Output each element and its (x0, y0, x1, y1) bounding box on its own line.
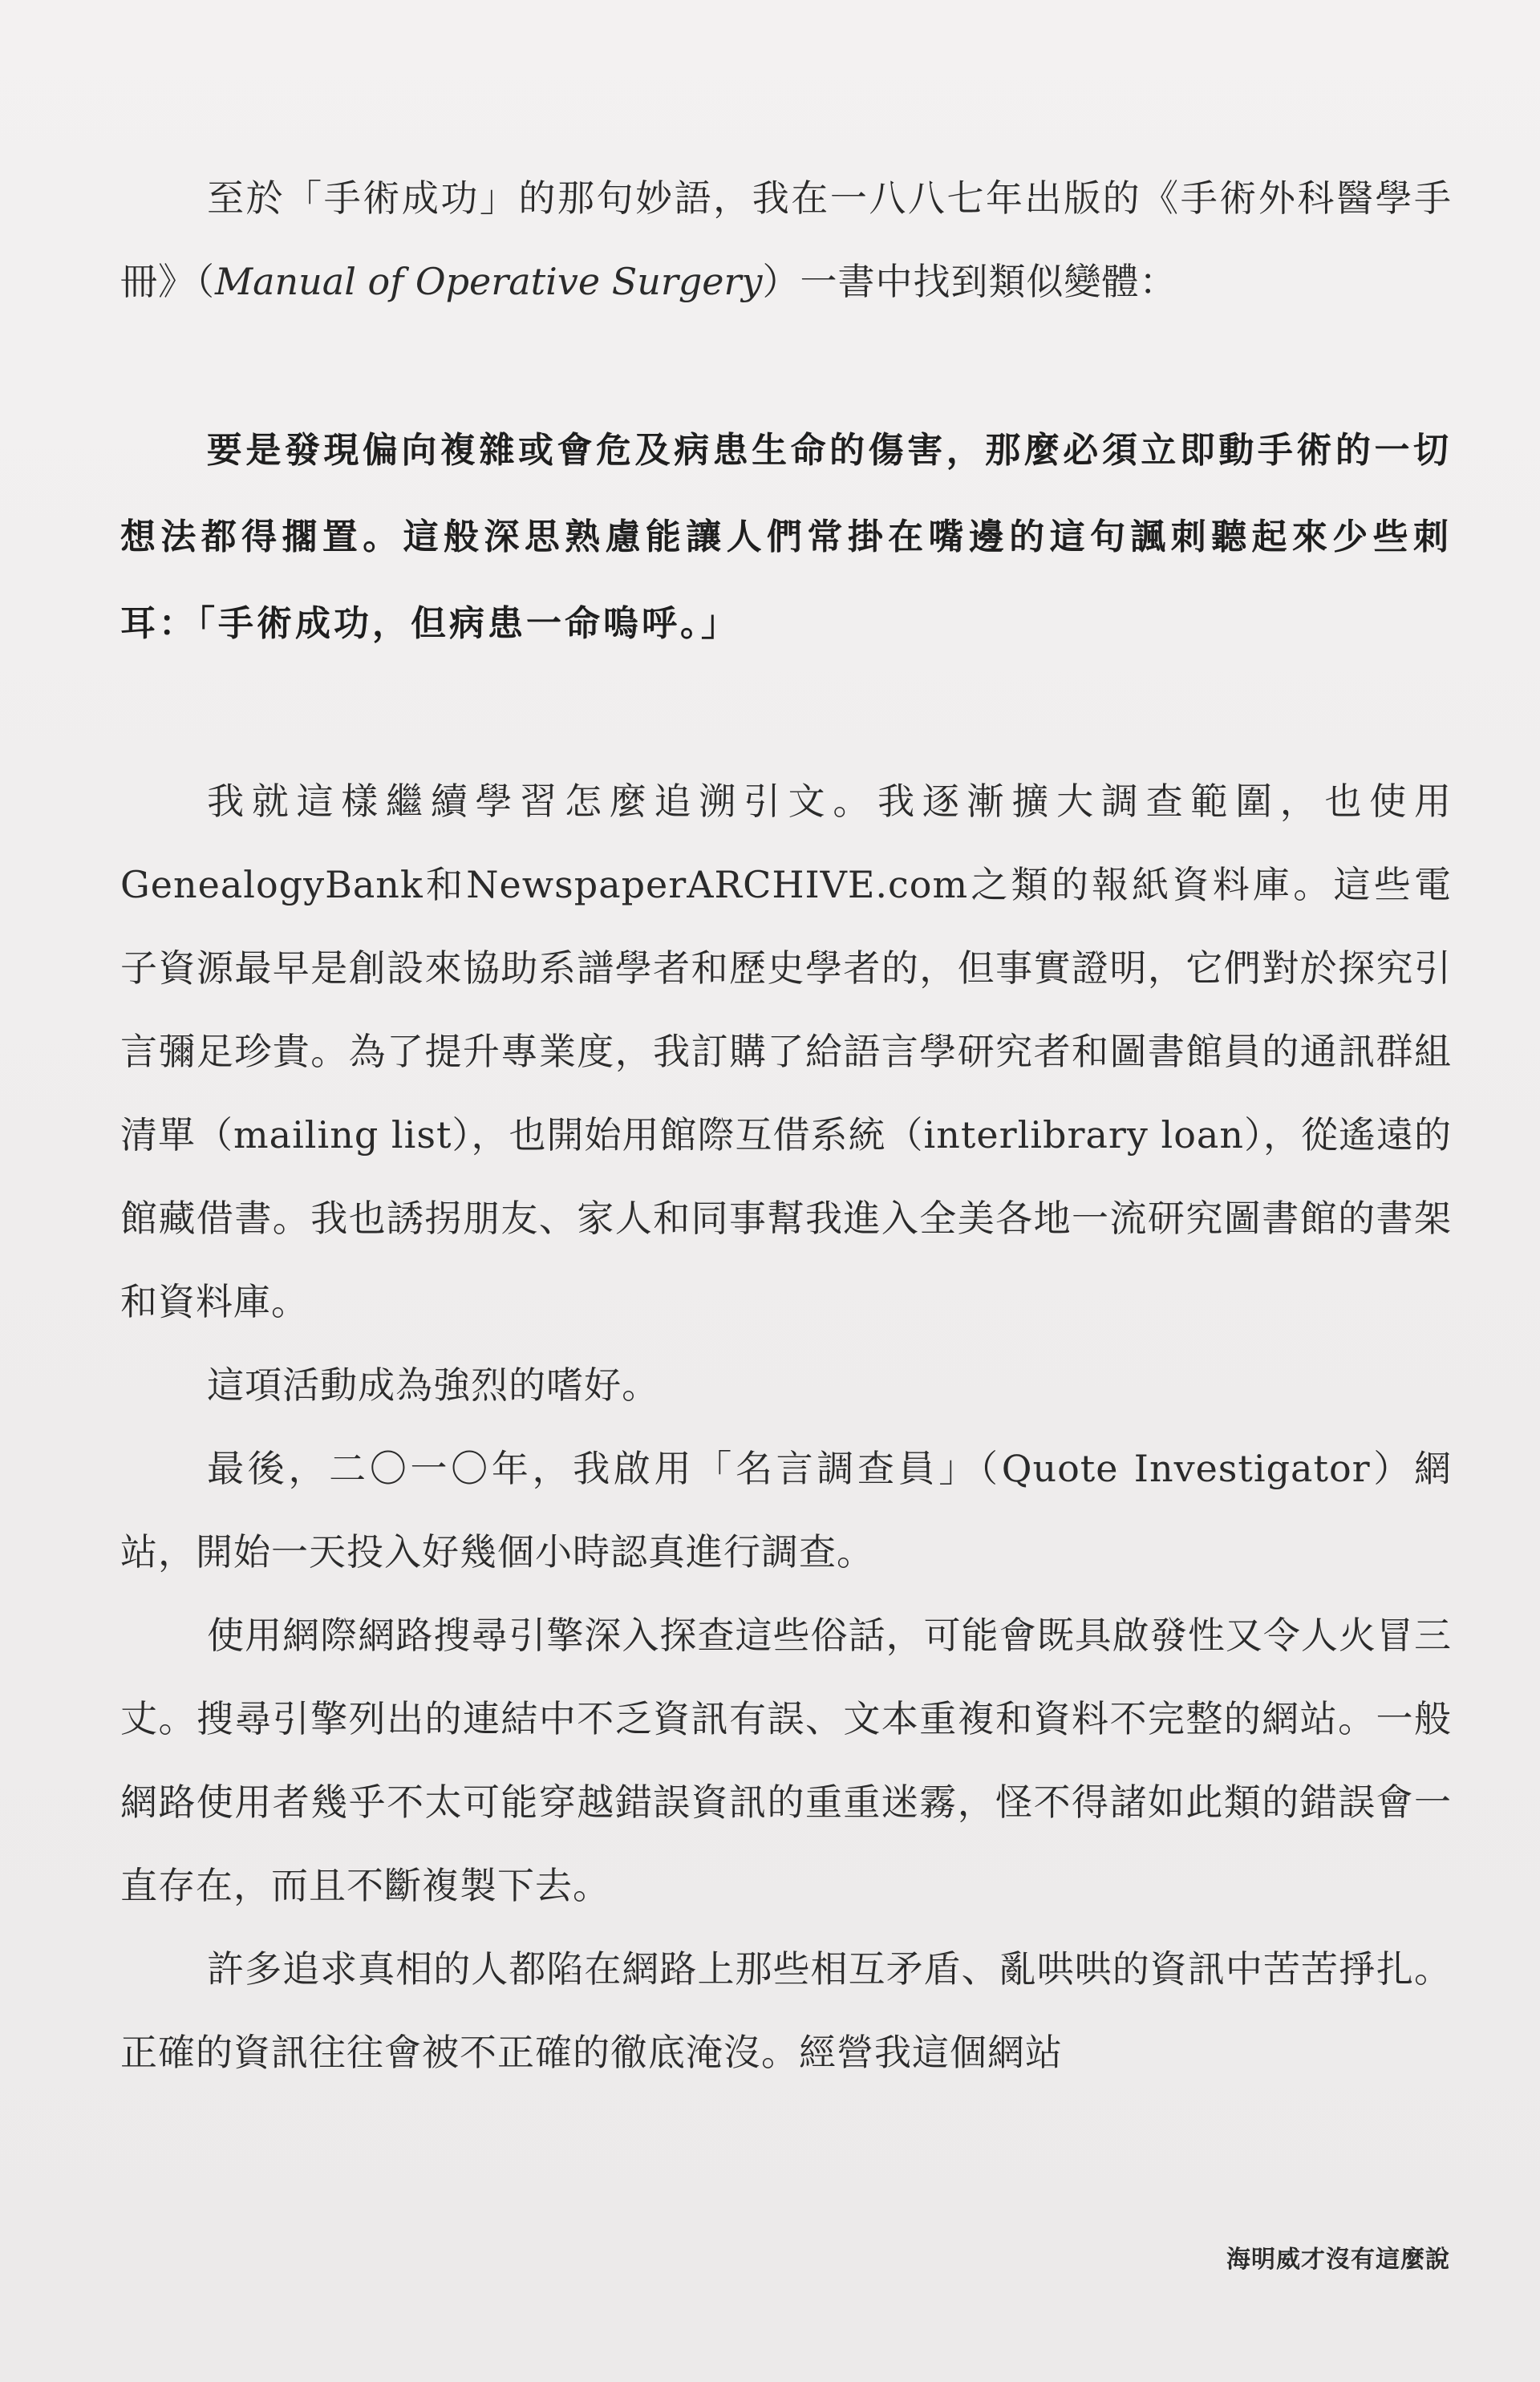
paragraph-tracing-quotes: 我就這樣繼續學習怎麼追溯引文。我逐漸擴大調查範圍，也使用GenealogyBank和NewspaperARCHIVE.com之類的報紙資料庫。這些電子資源最早是創設來協助系譜學者和歷史學者的，但事實證明，它們對於探究引言彌足珍貴。為了提升專業度，我訂購了給語言學研究者和圖書館員的通訊群組清單（mailing list），也開始用館際互借系統（interlibrary loan），從遙遠的館藏借書。我也誘拐朋友、家人和同事幫我進入全美各地一流研究圖書館的書架和資料庫。 (120, 780, 1452, 1323)
paragraph-hobby: 這項活動成為強烈的嗜好。 (207, 1363, 660, 1407)
running-footer-book-title: 海明威才沒有這麼說 (1226, 2246, 1450, 2274)
paragraph-search-engines: 使用網際網路搜尋引擎深入探查這些俗話，可能會既具啟發性又令人火冒三丈。搜尋引擎列出的連結中不乏資訊有誤、文本重複和資料不完整的網站。一般網路使用者幾乎不太可能穿越錯誤資訊的重重迷霧，怪不得諸如此類的錯誤會一直存在，而且不斷複製下去。 (120, 1614, 1452, 1907)
paragraph-surgery-quote-intro (120, 156, 1452, 323)
paragraph-1-text-before: 至於「手術成功」的那句妙語，我在一八八七年出版的《手術外科醫學手冊》（ (120, 176, 1452, 303)
paragraph-truth-seekers: 許多追求真相的人都陷在網路上那些相互矛盾、亂哄哄的資訊中苦苦掙扎。正確的資訊往往會被不正確的徹底淹沒。經營我這個網站 (120, 1947, 1452, 2074)
paragraph-1-text-after: ）一書中找到類似變體： (762, 260, 1177, 303)
paragraph-quote-investigator: 最後，二〇一〇年，我啟用「名言調查員」（Quote Investigator）網站，開始一天投入好幾個小時認真進行調查。 (120, 1447, 1452, 1574)
block-quote: 要是發現偏向複雜或會危及病患生命的傷害，那麼必須立即動手術的一切想法都得擱置。這般深思熟慮能讓人們常掛在嘴邊的這句諷刺聽起來少些刺耳：「手術成功，但病患一命嗚呼。」 (120, 430, 1452, 644)
book-title-english: Manual of Operative Surgery (215, 260, 763, 303)
page-body (120, 156, 1452, 2094)
